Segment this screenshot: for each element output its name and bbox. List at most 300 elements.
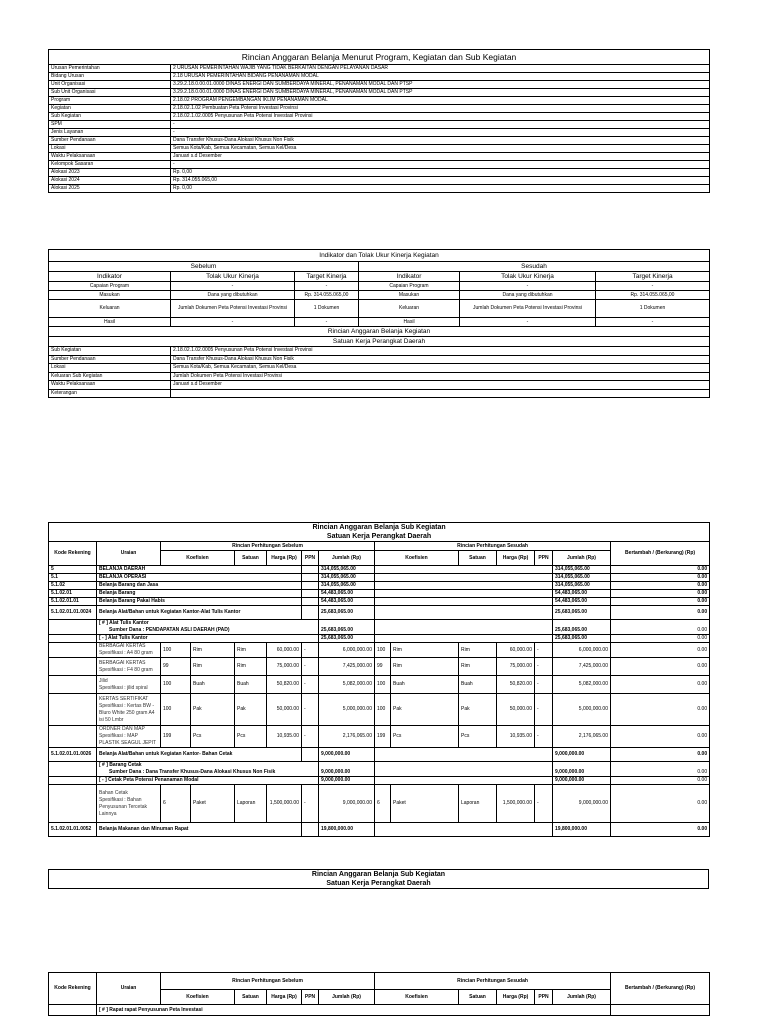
info-value: - xyxy=(171,121,710,129)
info-row xyxy=(49,169,710,177)
h2-satuan: Satuan xyxy=(235,990,267,1005)
satuan-before: Rim xyxy=(235,658,267,676)
col-indikator-after: Indikator xyxy=(359,272,460,282)
kegiatan-info-value: Januari s.d Desember xyxy=(171,381,710,390)
amount-after: 9,000,000.00 xyxy=(553,748,611,762)
satuan-after: Buah xyxy=(459,676,497,694)
indicator-name-after: Keluaran xyxy=(359,300,460,318)
info-row xyxy=(49,65,710,73)
info-row xyxy=(49,121,710,129)
h2-jumlah-2: Jumlah (Rp) xyxy=(553,990,611,1005)
price-after: 1,500,000.00 xyxy=(497,785,535,823)
indicator-row xyxy=(49,282,710,291)
info-row xyxy=(49,81,710,89)
empty-cell xyxy=(375,620,553,635)
h2-ppn-2: PPN xyxy=(535,990,553,1005)
h-koef-2: Koefisien xyxy=(375,551,459,566)
h-koef: Koefisien xyxy=(161,551,235,566)
info-row xyxy=(49,145,710,153)
continued-first-row: [ # ] Rapat rapat Penyusunan Peta Investasi xyxy=(97,1005,611,1016)
empty-cell xyxy=(49,777,97,785)
empty-cell xyxy=(302,748,319,762)
satuan-after: Pak xyxy=(459,694,497,726)
amount-diff: 0.00 xyxy=(611,694,710,726)
info-value: 2.18.02 PROGRAM PENGEMBANGAN IKLIM PENANAMAN MODAL xyxy=(171,97,710,105)
info-value: Dana Transfer Khusus-Dana Alokasi Khusus Non Fisik xyxy=(171,137,710,145)
amount-after: 5,000,000.00 xyxy=(553,694,611,726)
h2-bertambah: Bertambah / (Berkurang) (Rp) xyxy=(611,973,710,1005)
indicator-table xyxy=(48,249,710,398)
info-row xyxy=(49,89,710,97)
ppn-after: - xyxy=(535,643,553,658)
price-before: 50,820.00 xyxy=(267,676,302,694)
h2-satuan-2: Satuan xyxy=(459,990,497,1005)
empty-cell xyxy=(375,606,553,620)
amount-after: 25,683,065.00 xyxy=(553,635,611,643)
info-label: Urusan Pemerintahan xyxy=(49,65,171,73)
account-name: Belanja Alat/Bahan untuk Kegiatan Kantor- Bahan Cetak xyxy=(97,748,302,762)
kegiatan-title: Rincian Anggaran Belanja Kegiatan xyxy=(49,327,710,337)
group-title: [ # ] Barang Cetak xyxy=(99,762,142,768)
unit-after: Rim xyxy=(391,658,459,676)
amount-after: 9,000,000.00 xyxy=(553,777,611,785)
unit-after: Buah xyxy=(391,676,459,694)
amount-diff: 0.00 xyxy=(611,785,710,823)
amount-diff: 0.00 xyxy=(611,643,710,658)
empty-cell xyxy=(375,566,553,574)
amount-before: 25,683,065.00 xyxy=(319,620,375,635)
account-name: Belanja Makanan dan Minuman Rapat xyxy=(97,823,302,837)
amount-before: 314,055,065.00 xyxy=(319,566,375,574)
h-ppn: PPN xyxy=(302,551,319,566)
info-value: 2.18.02.1.02 Pembuatan Peta Potensi Investasi Provinsi xyxy=(171,105,710,113)
indicator-tolak: Dana yang dibutuhkan xyxy=(171,291,295,300)
h-satuan: Satuan xyxy=(235,551,267,566)
price-after: 75,000.00 xyxy=(497,658,535,676)
info-label: Kelompok Sasaran xyxy=(49,161,171,169)
h2-harga-2: Harga (Rp) xyxy=(497,990,535,1005)
amount-after: 25,683,065.00 xyxy=(553,606,611,620)
kegiatan-info-label: Waktu Pelaksanaan xyxy=(49,381,171,390)
satuan-before: Pak xyxy=(235,694,267,726)
amount-diff: 0.00 xyxy=(611,620,710,635)
price-after: 50,820.00 xyxy=(497,676,535,694)
price-after: 50,000.00 xyxy=(497,694,535,726)
item-spec: Spesifikasi : Bahan Penyusunan Tercetak Lainnya xyxy=(99,796,147,817)
amount-before: 6,000,000.00 xyxy=(319,643,375,658)
indicator-tolak-after: Jumlah Dokumen Peta Potensi Investasi Provinsi xyxy=(460,300,596,318)
info-value: 2 URUSAN PEMERINTAHAN WAJIB YANG TIDAK BERKAITAN DENGAN PELAYANAN DASAR xyxy=(171,65,710,73)
info-value: 2.18.02.1.02.0005 Penyusunan Peta Potensi Investasi Provinsi xyxy=(171,113,710,121)
amount-after: 54,483,065.00 xyxy=(553,590,611,598)
amount-diff: 0.00 xyxy=(611,598,710,606)
amount-before: 9,000,000.00 xyxy=(319,777,375,785)
group-source: Sumber Dana : PENDAPATAN ASLI DAERAH (PAD) xyxy=(109,627,230,633)
amount-diff: 0.00 xyxy=(611,566,710,574)
item-row xyxy=(49,643,710,658)
account-code: 5.1.02 xyxy=(49,582,97,590)
ppn-before: - xyxy=(302,694,319,726)
info-row xyxy=(49,97,710,105)
info-label: Alokasi 2025 xyxy=(49,185,171,193)
item-name: ORDNER DAN MAP xyxy=(99,726,145,732)
indicator-target: - xyxy=(295,318,359,327)
amount-before: 25,683,065.00 xyxy=(319,635,375,643)
qty-after: 100 xyxy=(375,643,391,658)
col-tolak-after: Tolak Ukur Kinerja xyxy=(460,272,596,282)
budget-title-1: Rincian Anggaran Belanja Sub Kegiatan xyxy=(49,523,710,533)
ppn-before: - xyxy=(302,658,319,676)
satuan-after: Rim xyxy=(459,658,497,676)
kegiatan-info-value: Semua Kota/Kab, Semua Kecamatan, Semua Kel/Desa xyxy=(171,364,710,373)
h-jumlah: Jumlah (Rp) xyxy=(319,551,375,566)
amount-diff: 0.00 xyxy=(611,606,710,620)
info-label: Sumber Pendanaan xyxy=(49,137,171,145)
amount-before: 5,082,000.00 xyxy=(319,676,375,694)
info-row xyxy=(49,153,710,161)
ppn-after: - xyxy=(535,694,553,726)
empty-cell xyxy=(49,762,97,777)
satuan-before: Pcs xyxy=(235,726,267,748)
price-before: 10,935.00 xyxy=(267,726,302,748)
unit-before: Pak xyxy=(191,694,235,726)
amount-diff: 0.00 xyxy=(611,590,710,598)
amount-diff: 0.00 xyxy=(611,823,710,837)
ppn-before: - xyxy=(302,785,319,823)
indicator-tolak: - xyxy=(171,282,295,291)
unit-after: Pcs xyxy=(391,726,459,748)
program-info-table xyxy=(48,49,710,193)
qty-after: 100 xyxy=(375,694,391,726)
unit-after: Pak xyxy=(391,694,459,726)
empty-cell xyxy=(302,598,319,606)
kegiatan-info-value: Dana Transfer Khusus-Dana Alokasi Khusus Non Fisik xyxy=(171,355,710,364)
ppn-after: - xyxy=(535,676,553,694)
item-name: KERTAS SERTIFIKAT xyxy=(99,695,149,702)
empty-cell xyxy=(375,777,553,785)
ppn-after: - xyxy=(535,785,553,823)
satuan-before: Buah xyxy=(235,676,267,694)
indicator-name-after: Hasil xyxy=(359,318,460,327)
indicator-row xyxy=(49,300,710,318)
info-label: Kegiatan xyxy=(49,105,171,113)
h2-kode: Kode Rekening xyxy=(49,973,97,1005)
amount-after: 9,000,000.00 xyxy=(553,762,611,777)
account-row xyxy=(49,598,710,606)
h2-harga: Harga (Rp) xyxy=(267,990,302,1005)
item-desc xyxy=(97,785,161,823)
kegiatan-info-label: Keluaran Sub Kegiatan xyxy=(49,372,171,381)
amount-after: 5,082,000.00 xyxy=(553,676,611,694)
amount-after: 314,055,065.00 xyxy=(553,574,611,582)
group-source: Sumber Dana : Dana Transfer Khusus-Dana Alokasi Khusus Non Fisik xyxy=(109,769,276,775)
item-desc xyxy=(97,694,161,726)
indicator-target-after: - xyxy=(596,282,710,291)
qty-after: 6 xyxy=(375,785,391,823)
qty-before: 100 xyxy=(161,694,191,726)
satuan-after: Rim xyxy=(459,643,497,658)
account-name: BELANJA DAERAH xyxy=(97,566,302,574)
info-row xyxy=(49,177,710,185)
col-target: Target Kinerja xyxy=(295,272,359,282)
qty-before: 100 xyxy=(161,676,191,694)
price-before: 50,000.00 xyxy=(267,694,302,726)
unit-before: Buah xyxy=(191,676,235,694)
h-sesudah: Rincian Perhitungan Sesudah xyxy=(375,542,611,551)
account-code: 5.1.02.01 xyxy=(49,590,97,598)
after-header: Sesudah xyxy=(359,262,710,272)
info-value: - xyxy=(171,161,710,169)
group-row xyxy=(49,777,710,785)
account-code: 5.1.02.01.01.0024 xyxy=(49,606,97,620)
second-title-table xyxy=(48,869,709,889)
info-row xyxy=(49,73,710,81)
info-value: Januari s.d Desember xyxy=(171,153,710,161)
info-label: Jenis Layanan xyxy=(49,129,171,137)
indicator-tolak-after: - xyxy=(460,318,596,327)
amount-before: 9,000,000.00 xyxy=(319,748,375,762)
unit-after: Rim xyxy=(391,643,459,658)
empty-cell xyxy=(302,574,319,582)
item-row xyxy=(49,694,710,726)
h-harga-2: Harga (Rp) xyxy=(497,551,535,566)
group-label xyxy=(97,635,319,643)
account-name: Belanja Barang xyxy=(97,590,302,598)
info-value: 2.18 URUSAN PEMERINTAHAN BIDANG PENANAMAN MODAL xyxy=(171,73,710,81)
info-row xyxy=(49,129,710,137)
amount-before: 5,000,000.00 xyxy=(319,694,375,726)
empty-cell xyxy=(302,582,319,590)
budget-title-2: Satuan Kerja Perangkat Daerah xyxy=(49,532,710,542)
item-desc xyxy=(97,726,161,748)
account-row xyxy=(49,574,710,582)
amount-before: 2,176,065.00 xyxy=(319,726,375,748)
account-row xyxy=(49,823,710,837)
h2-koef-2: Koefisien xyxy=(375,990,459,1005)
ppn-before: - xyxy=(302,643,319,658)
item-spec: Spesifikasi : MAP PLASTIK SEAGUL JEPIT xyxy=(99,733,157,746)
kegiatan-info-row xyxy=(49,364,710,373)
empty-cell xyxy=(302,590,319,598)
info-label: Alokasi 2024 xyxy=(49,177,171,185)
item-spec: Spesifikasi : Kertas BW - Bluro White 250 gram A4 isi 50 Lmbr xyxy=(99,702,155,723)
account-code: 5.1 xyxy=(49,574,97,582)
indicator-tolak-after: Dana yang dibutuhkan xyxy=(460,291,596,300)
amount-diff: 0.00 xyxy=(611,658,710,676)
amount-diff: 0.00 xyxy=(611,762,710,777)
h-jumlah-2: Jumlah (Rp) xyxy=(553,551,611,566)
empty-cell xyxy=(375,748,553,762)
amount-before: 9,000,000.00 xyxy=(319,785,375,823)
group-label xyxy=(97,620,319,635)
item-desc xyxy=(97,658,161,676)
info-value: Semua Kota/Kab, Semua Kecamatan, Semua Kel/Desa xyxy=(171,145,710,153)
price-after: 10,935.00 xyxy=(497,726,535,748)
amount-diff: 0.00 xyxy=(611,777,710,785)
item-row xyxy=(49,658,710,676)
qty-before: 199 xyxy=(161,726,191,748)
account-name: Belanja Alat/Bahan untuk Kegiatan Kantor-Alat Tulis Kantor xyxy=(97,606,302,620)
price-before: 60,000.00 xyxy=(267,643,302,658)
amount-diff: 0.00 xyxy=(611,748,710,762)
second-title-2: Satuan Kerja Perangkat Daerah xyxy=(49,879,709,889)
indicator-name-after: Masukan xyxy=(359,291,460,300)
indicator-target-after: - xyxy=(596,318,710,327)
satuan-before: Rim xyxy=(235,643,267,658)
account-name: Belanja Barang Pakai Habis xyxy=(97,598,302,606)
item-row xyxy=(49,676,710,694)
program-info-title: Rincian Anggaran Belanja Menurut Program, Kegiatan dan Sub Kegiatan xyxy=(49,50,710,65)
amount-diff: 0.00 xyxy=(611,676,710,694)
account-name: Belanja Barang dan Jasa xyxy=(97,582,302,590)
qty-after: 99 xyxy=(375,658,391,676)
info-label: Sub Kegiatan xyxy=(49,113,171,121)
group-row xyxy=(49,762,710,777)
budget-table xyxy=(48,522,710,837)
indicator-tolak-after: - xyxy=(460,282,596,291)
empty-cell xyxy=(49,658,97,676)
empty-cell xyxy=(49,676,97,694)
account-row xyxy=(49,606,710,620)
h-kode: Kode Rekening xyxy=(49,542,97,566)
empty-cell xyxy=(375,762,553,777)
amount-after: 54,483,065.00 xyxy=(553,598,611,606)
indicator-target-after: Rp. 314.055.065,00 xyxy=(596,291,710,300)
h2-uraian: Uraian xyxy=(97,973,161,1005)
info-value: Rp. 314.055.065,00 xyxy=(171,177,710,185)
qty-after: 100 xyxy=(375,676,391,694)
indicator-target: - xyxy=(295,282,359,291)
indicator-title: Indikator dan Tolak Ukur Kinerja Kegiatan xyxy=(49,250,710,262)
empty-cell xyxy=(375,590,553,598)
info-value: Rp. 0,00 xyxy=(171,169,710,177)
info-value: 3.29.2.18.0.00.01.0000 DINAS ENERGI DAN SUMBERDAYA MINERAL, PENANAMAN MODAL DAN PTSP xyxy=(171,89,710,97)
empty-cell xyxy=(302,566,319,574)
info-row xyxy=(49,137,710,145)
group-row xyxy=(49,620,710,635)
group-label xyxy=(97,762,319,777)
group-title: [ - ] Cetak Peta Potensi Penanaman Modal xyxy=(99,777,199,783)
info-row xyxy=(49,161,710,169)
account-name: BELANJA OPERASI xyxy=(97,574,302,582)
indicator-name-after: Capaian Program xyxy=(359,282,460,291)
amount-before: 314,055,065.00 xyxy=(319,582,375,590)
satuan-after: Pcs xyxy=(459,726,497,748)
second-title-1: Rincian Anggaran Belanja Sub Kegiatan xyxy=(49,870,709,880)
empty-cell xyxy=(49,694,97,726)
item-name: BERBAGAI KERTAS xyxy=(99,659,146,666)
empty-cell xyxy=(375,598,553,606)
amount-diff: 0.00 xyxy=(611,574,710,582)
empty-cell xyxy=(302,823,319,837)
amount-before: 314,055,065.00 xyxy=(319,574,375,582)
info-row xyxy=(49,185,710,193)
kegiatan-info-row xyxy=(49,355,710,364)
account-row xyxy=(49,566,710,574)
price-after: 60,000.00 xyxy=(497,643,535,658)
info-label: Waktu Pelaksanaan xyxy=(49,153,171,161)
group-label xyxy=(97,777,319,785)
amount-before: 19,800,000.00 xyxy=(319,823,375,837)
before-header: Sebelum xyxy=(49,262,359,272)
amount-diff: 0.00 xyxy=(611,582,710,590)
info-label: Bidang Urusan xyxy=(49,73,171,81)
group-title: [ # ] Alat Tulis Kantor xyxy=(99,620,149,626)
indicator-row xyxy=(49,318,710,327)
item-spec: Spesifikasi : jilid spiral xyxy=(99,684,148,691)
h-sebelum: Rincian Perhitungan Sebelum xyxy=(161,542,375,551)
unit-before: Rim xyxy=(191,643,235,658)
item-name: Jilid xyxy=(99,677,108,684)
unit-before: Pcs xyxy=(191,726,235,748)
continued-budget-table xyxy=(48,972,710,1016)
account-code: 5.1.02.01.01.0052 xyxy=(49,823,97,837)
amount-after: 6,000,000.00 xyxy=(553,643,611,658)
indicator-row xyxy=(49,291,710,300)
h-uraian: Uraian xyxy=(97,542,161,566)
info-label: SPM xyxy=(49,121,171,129)
qty-before: 6 xyxy=(161,785,191,823)
ppn-before: - xyxy=(302,676,319,694)
amount-after: 25,683,065.00 xyxy=(553,620,611,635)
indicator-name: Keluaran xyxy=(49,300,171,318)
empty-cell xyxy=(375,574,553,582)
amount-before: 9,000,000.00 xyxy=(319,762,375,777)
amount-before: 25,683,065.00 xyxy=(319,606,375,620)
ppn-before: - xyxy=(302,726,319,748)
amount-after: 9,000,000.00 xyxy=(553,785,611,823)
amount-after: 7,425,000.00 xyxy=(553,658,611,676)
col-target-after: Target Kinerja xyxy=(596,272,710,282)
satuan-before: Laporan xyxy=(235,785,267,823)
kegiatan-info-label: Keterangan xyxy=(49,389,171,398)
info-label: Sub Unit Organisasi xyxy=(49,89,171,97)
empty-cell xyxy=(375,823,553,837)
indicator-tolak: Jumlah Dokumen Peta Potensi Investasi Provinsi xyxy=(171,300,295,318)
h-bertambah: Bertambah / (Berkurang) (Rp) xyxy=(611,542,710,566)
h2-sesudah: Rincian Perhitungan Sesudah xyxy=(375,973,611,990)
amount-after: 2,176,065.00 xyxy=(553,726,611,748)
col-tolak: Tolak Ukur Kinerja xyxy=(171,272,295,282)
amount-after: 19,800,000.00 xyxy=(553,823,611,837)
kegiatan-info-label: Sumber Pendanaan xyxy=(49,355,171,364)
amount-after: 314,055,065.00 xyxy=(553,566,611,574)
empty-cell xyxy=(375,635,553,643)
kegiatan-info-row xyxy=(49,372,710,381)
amount-before: 54,483,065.00 xyxy=(319,590,375,598)
kegiatan-info-value xyxy=(171,389,710,398)
qty-before: 100 xyxy=(161,643,191,658)
unit-before: Paket xyxy=(191,785,235,823)
info-label: Unit Organisasi xyxy=(49,81,171,89)
empty-cell xyxy=(375,582,553,590)
item-name: Bahan Cetak xyxy=(99,789,128,796)
h2-sebelum: Rincian Perhitungan Sebelum xyxy=(161,973,375,990)
account-code: 5 xyxy=(49,566,97,574)
empty-cell xyxy=(49,643,97,658)
h2-ppn: PPN xyxy=(302,990,319,1005)
kegiatan-info-label: Lokasi xyxy=(49,364,171,373)
amount-after: 314,055,065.00 xyxy=(553,582,611,590)
indicator-tolak: - xyxy=(171,318,295,327)
ppn-after: - xyxy=(535,726,553,748)
amount-diff: 0.00 xyxy=(611,726,710,748)
h-satuan-2: Satuan xyxy=(459,551,497,566)
indicator-name: Capaian Program xyxy=(49,282,171,291)
amount-before: 54,483,065.00 xyxy=(319,598,375,606)
unit-after: Paket xyxy=(391,785,459,823)
kegiatan-info-row xyxy=(49,389,710,398)
